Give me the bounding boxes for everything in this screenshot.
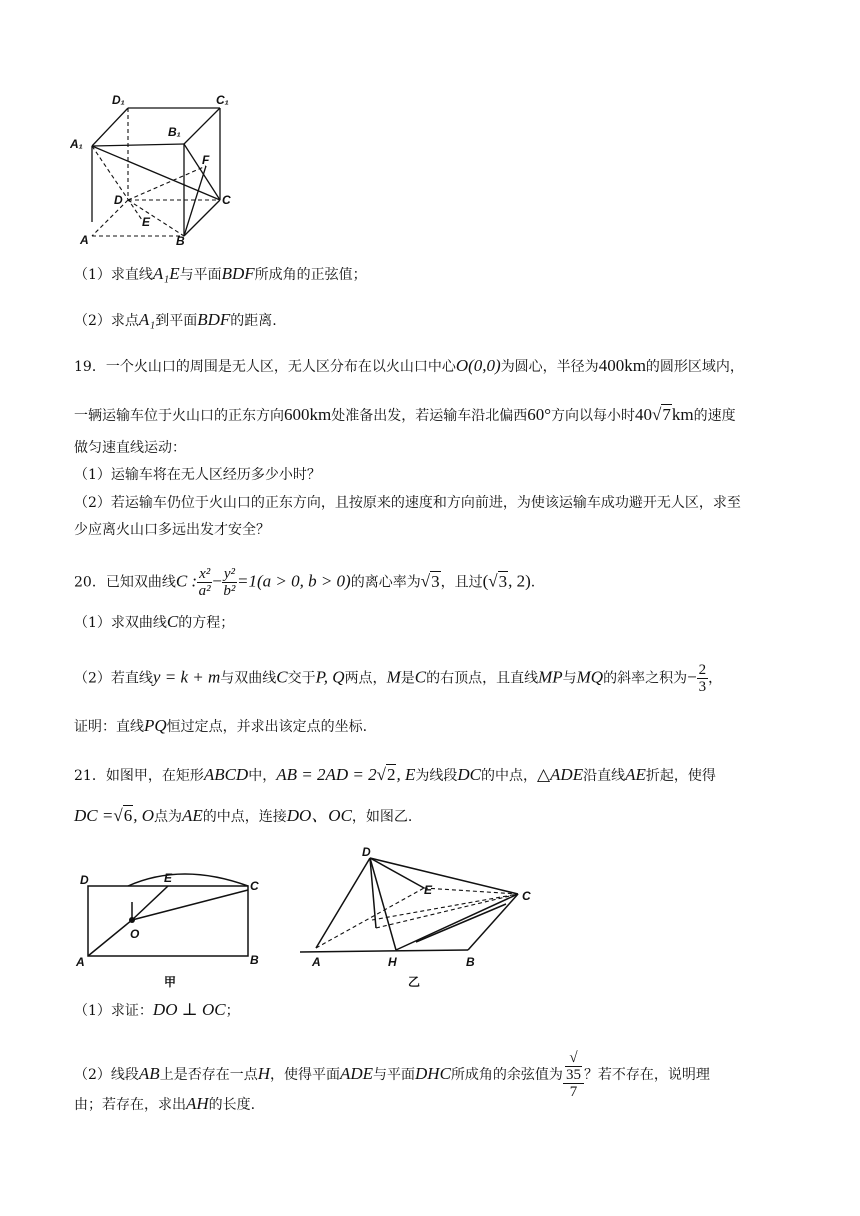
label-B: B [176, 234, 185, 248]
q18-part2: （2）求点A₁到平面BDF的距离. [74, 310, 277, 329]
q21-part2: （2）线段AB上是否存在一点H，使得平面ADE与平面DHC所成角的余弦值为 √ 35 7 ？若不存在，说明理 [74, 1050, 710, 1100]
q21-line2: DC =√6, O点为AE的中点，连接DO、OC，如图乙. [74, 806, 413, 825]
fig1-label-D: D [80, 873, 89, 887]
fig1-label-B: B [250, 953, 259, 967]
q19-part1: （1）运输车将在无人区经历多少小时？ [74, 467, 321, 483]
label-A1: A₁ [70, 137, 83, 151]
label-D1: D₁ [112, 93, 125, 107]
fig2-label-H: H [388, 955, 397, 969]
fig1-label-O: O [130, 927, 140, 941]
fig2-caption: 乙 [408, 975, 421, 989]
q19-line2: 一辆运输车位于火山口的正东方向600km处准备出发，若运输车沿北偏西60°方向以每小时40√7km的速度 [74, 405, 736, 424]
q19-part2-b: 少应离火山口多远出发才安全？ [74, 522, 270, 538]
fig2-label-B: B [466, 955, 475, 969]
q19-part2-a: （2）若运输车仍位于火山口的正东方向，且按原来的速度和方向前进，为使该运输车成功避开无人区，求至 [74, 495, 741, 511]
figure-yi [296, 842, 556, 992]
q20-line1: 20．已知双曲线C : $\frac{\text{x²}}{\text{a²}}$ − $\frac{\text{y²}}{\text{b²}}$ =1(a > 0, b > 0)的离心率为√3，且过(√3, 2). [74, 566, 536, 599]
fig2-label-E: E [424, 883, 433, 897]
label-C1: C₁ [216, 93, 229, 107]
fig2-label-D: D [362, 845, 371, 859]
label-A: A [80, 233, 89, 247]
q19-line1: 19．一个火山口的周围是无人区，无人区分布在以火山口中心O(0,0)为圆心，半径为400km的圆形区域内， [74, 356, 744, 375]
q20-part1: （1）求双曲线C的方程； [74, 612, 235, 631]
q19-line3: 做匀速直线运动： [74, 440, 186, 456]
label-D: D [114, 193, 123, 207]
q21-part2-b: 由；若存在，求出AH的长度. [74, 1094, 256, 1113]
q20-proof: 证明：直线PQ恒过定点，并求出该定点的坐标. [74, 716, 368, 735]
q20-part2: （2）若直线y = k + m与双曲线C交于P, Q两点，M是C的右顶点，且直线MP与MQ的斜率之积为− $\frac{2}{3}$ ， [74, 662, 723, 695]
label-B1: B₁ [168, 125, 181, 139]
fig1-label-E: E [164, 871, 173, 885]
q21-part1: （1）求证：DO ⊥ OC； [74, 1000, 240, 1019]
fig1-label-A: A [76, 955, 85, 969]
fig2-label-C: C [522, 889, 531, 903]
label-E: E [142, 215, 151, 229]
fig1-caption: 甲 [164, 975, 177, 989]
fig1-label-C: C [250, 879, 259, 893]
q18-part1: （1）求直线A₁E与平面BDF所成角的正弦值； [74, 264, 367, 283]
label-F: F [202, 153, 210, 167]
label-C: C [222, 193, 231, 207]
cube-figure [70, 90, 250, 250]
figure-jia [72, 842, 272, 992]
q21-line1: 21．如图甲，在矩形ABCD中，AB = 2AD = 2√2, E为线段DC的中点，△ADE沿直线AE折起，使得 [74, 765, 716, 784]
fig2-label-A: A [312, 955, 321, 969]
